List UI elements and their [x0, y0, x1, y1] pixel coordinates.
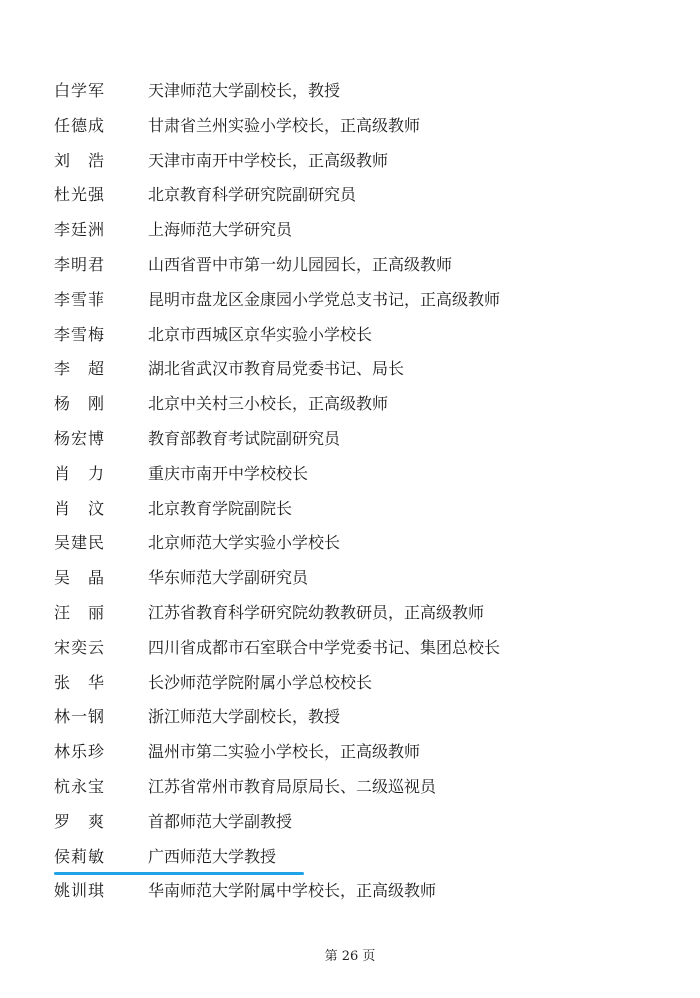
member-role: 长沙师范学院附属小学总校校长	[148, 672, 373, 692]
page-footer: 第 26 页	[324, 949, 376, 964]
member-name: 任德成	[54, 115, 106, 135]
list-item	[54, 109, 654, 144]
member-role: 江苏省常州市教育局原局长、二级巡视员	[148, 776, 437, 796]
member-name: 罗 爽	[54, 811, 106, 831]
list-item	[54, 700, 654, 735]
member-role: 四川省成都市石室联合中学党委书记、集团总校长	[148, 637, 501, 657]
member-role: 甘肃省兰州实验小学校长，正高级教师	[148, 115, 421, 135]
list-item	[54, 422, 654, 457]
member-name: 吴建民	[54, 533, 106, 553]
member-role: 重庆市南开中学校校长	[148, 463, 309, 483]
list-item	[54, 631, 654, 666]
member-name: 李 超	[54, 359, 106, 379]
member-role: 教育部教育考试院副研究员	[148, 428, 341, 448]
member-name: 刘 浩	[54, 150, 106, 170]
list-item	[54, 526, 654, 561]
member-role: 昆明市盘龙区金康园小学党总支书记，正高级教师	[148, 289, 501, 309]
member-role: 上海师范大学研究员	[148, 220, 293, 240]
member-name: 侯莉敏	[54, 846, 106, 866]
member-name: 白学军	[54, 81, 106, 100]
member-name: 杨宏博	[54, 428, 106, 448]
list-item	[54, 840, 654, 875]
member-role: 北京中关村三小校长，正高级教师	[148, 394, 389, 414]
list-item	[54, 248, 654, 283]
member-name: 肖 力	[54, 463, 106, 483]
list-item	[54, 735, 654, 770]
member-name: 杨 刚	[54, 394, 106, 414]
list-item	[54, 318, 654, 353]
list-item	[54, 283, 654, 318]
member-name: 李雪菲	[54, 289, 106, 309]
member-role: 北京教育学院副院长	[148, 498, 293, 518]
member-list	[54, 74, 654, 909]
member-name: 林一钢	[54, 707, 106, 727]
list-item	[54, 178, 654, 213]
member-name: 杭永宝	[54, 776, 106, 796]
member-role: 湖北省武汉市教育局党委书记、局长	[148, 359, 405, 379]
list-item	[54, 805, 654, 840]
list-item	[54, 770, 654, 805]
member-role: 华南师范大学附属中学校长，正高级教师	[148, 881, 437, 901]
list-item	[54, 213, 654, 248]
member-name: 林乐珍	[54, 742, 106, 762]
member-name: 姚训琪	[54, 881, 106, 901]
member-role: 北京师范大学实验小学校长	[148, 533, 341, 553]
list-item	[54, 457, 654, 492]
list-item	[54, 666, 654, 701]
list-item	[54, 492, 654, 527]
highlight-underline	[54, 872, 304, 875]
member-name: 李廷洲	[54, 220, 106, 240]
member-name: 宋奕云	[54, 637, 106, 657]
member-role: 华东师范大学副研究员	[148, 568, 309, 588]
list-item	[54, 74, 654, 109]
member-name: 李明君	[54, 254, 106, 274]
member-name: 杜光强	[54, 185, 106, 205]
list-item	[54, 387, 654, 422]
member-name: 李雪梅	[54, 324, 106, 344]
member-name: 汪 丽	[54, 602, 106, 622]
member-name: 张 华	[54, 672, 106, 692]
member-role: 天津师范大学副校长，教授	[148, 81, 341, 100]
list-item	[54, 561, 654, 596]
member-role: 北京教育科学研究院副研究员	[148, 185, 357, 205]
member-role: 浙江师范大学副校长，教授	[148, 707, 341, 727]
member-role: 首都师范大学副教授	[148, 811, 293, 831]
list-item	[54, 144, 654, 179]
list-item	[54, 874, 654, 909]
member-role: 北京市西城区京华实验小学校长	[148, 324, 373, 344]
list-item	[54, 596, 654, 631]
member-role: 天津市南开中学校长，正高级教师	[148, 150, 389, 170]
member-role: 江苏省教育科学研究院幼教教研员，正高级教师	[148, 602, 485, 622]
member-name: 肖 汶	[54, 498, 106, 518]
list-item	[54, 352, 654, 387]
member-role: 温州市第二实验小学校长，正高级教师	[148, 742, 421, 762]
member-name: 吴 晶	[54, 568, 106, 588]
member-role: 广西师范大学教授	[148, 846, 277, 866]
member-role: 山西省晋中市第一幼儿园园长，正高级教师	[148, 254, 453, 274]
